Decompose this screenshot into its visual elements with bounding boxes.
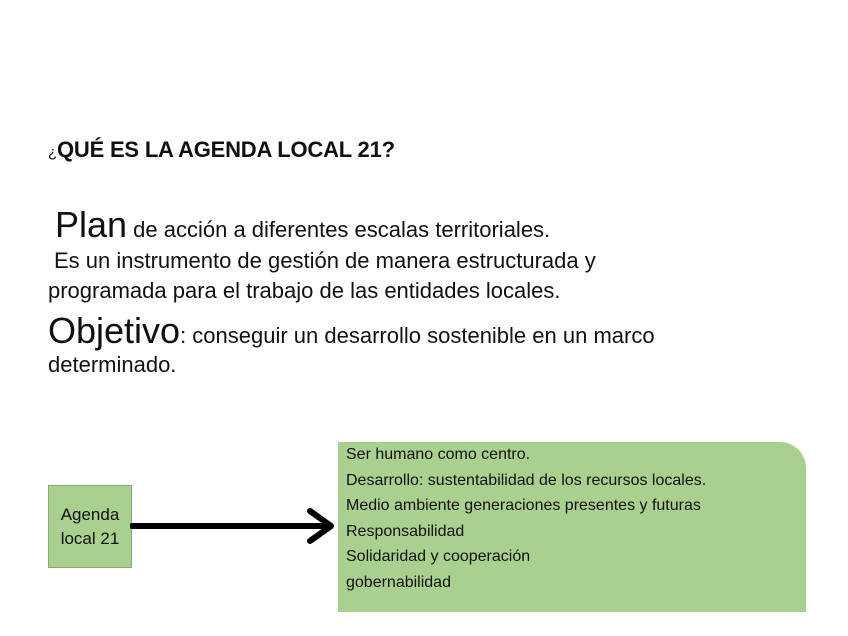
- objective-description: : conseguir un desarrollo sostenible en un marco: [180, 323, 655, 348]
- slide-title: [48, 137, 395, 163]
- principle-item-responsibility: Responsabilidad: [346, 522, 465, 540]
- principle-item-human: Ser humano como centro.: [346, 446, 531, 463]
- agenda-local-21-box: [48, 485, 132, 568]
- title-question-mark: ¿: [48, 144, 57, 161]
- title-text: QUÉ ES LA AGENDA LOCAL 21?: [56, 137, 395, 162]
- agenda-label-line-1: Agenda: [60, 504, 120, 524]
- principles-list: [346, 442, 806, 595]
- objective-word: Objetivo: [48, 310, 181, 351]
- principle-item-development: Desarrollo: sustentabilidad de los recursos locales.: [346, 471, 707, 489]
- right-arrow-icon: [130, 505, 340, 547]
- objective-line-2: determinado.: [48, 352, 177, 377]
- plan-description: de acción a diferentes escalas territoriales.: [127, 217, 551, 242]
- principles-box: [338, 442, 806, 612]
- principle-item-solidarity: Solidaridad y cooperación: [346, 548, 531, 565]
- plan-line: [48, 204, 808, 246]
- principle-item-governability: gobernabilidad: [346, 573, 451, 591]
- principle-item-environment: Medio ambiente generaciones presentes y futuras: [346, 497, 701, 514]
- objective-line: [48, 308, 808, 350]
- agenda-label-line-2: local 21: [60, 528, 120, 548]
- body-text: [48, 204, 808, 380]
- instrument-line-2: programada para el trabajo de las entidades locales.: [48, 278, 561, 303]
- instrument-line-1: Es un instrumento de gestión de manera estructurada y: [54, 248, 596, 273]
- plan-word: Plan: [55, 204, 128, 245]
